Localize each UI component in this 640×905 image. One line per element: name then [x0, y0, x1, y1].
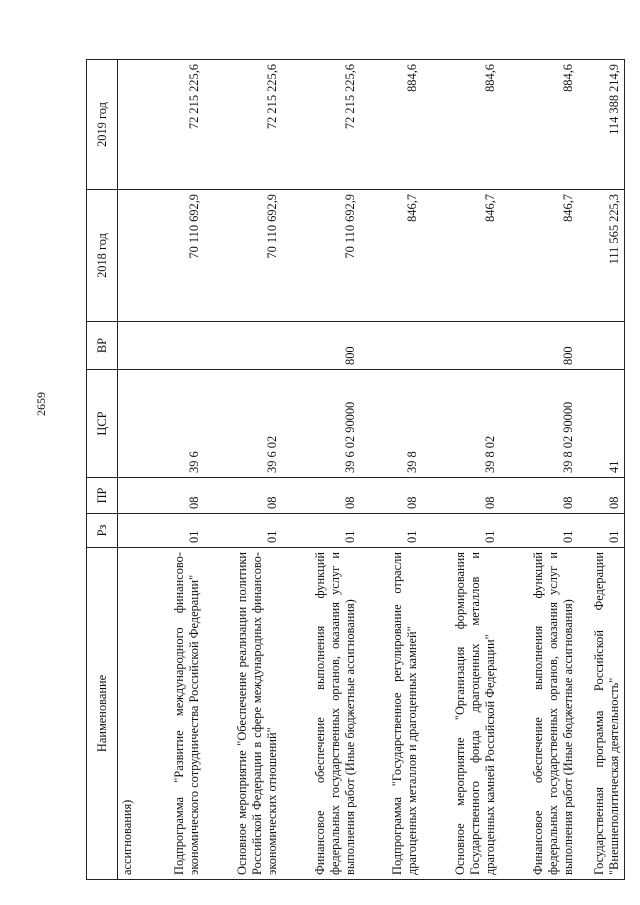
- row-csr: 41: [578, 370, 625, 478]
- row-name: Государственная программа Российской Федерации "Внешнеполитическая деятельность": [578, 548, 625, 880]
- row-csr: 39 6 02: [204, 370, 282, 478]
- row-2019: 72 215 225,6: [204, 60, 282, 190]
- row-2018: 70 110 692,9: [142, 190, 204, 322]
- header-2018: 2018 год: [87, 190, 118, 322]
- page-number: 2659: [34, 392, 48, 416]
- row-2019: 884,6: [360, 60, 422, 190]
- row-vr: [142, 322, 204, 370]
- header-pr: ПР: [87, 478, 118, 514]
- row-vr: [204, 322, 282, 370]
- row-pr: 08: [360, 478, 422, 514]
- row-pr: 08: [500, 478, 578, 514]
- row-name: Финансовое обеспечение выполнения функций федеральных государственных органов, оказания услуг и выполнения работ (Иные бюджетные ассигнования): [500, 548, 578, 880]
- row-name: Подпрограмма "Государственное регулирование отрасли драгоценных металлов и драгоценных камней": [360, 548, 422, 880]
- table-row: [578, 60, 625, 880]
- row-2019: 884,6: [500, 60, 578, 190]
- row-rz: 01: [360, 514, 422, 548]
- row-rz: 01: [282, 514, 360, 548]
- row-csr: 39 8 02 90000: [500, 370, 578, 478]
- header-rz: Рз: [87, 514, 118, 548]
- row-2019: 72 215 225,6: [142, 60, 204, 190]
- table-row: [360, 60, 422, 880]
- row-rz: 01: [422, 514, 500, 548]
- row-vr: [578, 322, 625, 370]
- row-name: Подпрограмма "Развитие международного финансово-экономического сотрудничества Российской Федерации": [142, 548, 204, 880]
- carry-over-text: ассигнования): [118, 548, 143, 880]
- row-rz: 01: [142, 514, 204, 548]
- row-pr: 08: [422, 478, 500, 514]
- header-vr: ВР: [87, 322, 118, 370]
- row-csr: 39 6 02 90000: [282, 370, 360, 478]
- rotated-table-wrapper: [86, 60, 621, 880]
- table-header-row: [87, 60, 118, 880]
- row-2018: 846,7: [500, 190, 578, 322]
- budget-table: [86, 59, 625, 880]
- row-pr: 08: [578, 478, 625, 514]
- row-rz: 01: [500, 514, 578, 548]
- row-vr: [422, 322, 500, 370]
- header-csr: ЦСР: [87, 370, 118, 478]
- row-name: Основное мероприятие "Организация формирования Государственного фонда драгоценных металлов и драгоценных камней Российской Федерации": [422, 548, 500, 880]
- table-row: [422, 60, 500, 880]
- row-2018: 70 110 692,9: [282, 190, 360, 322]
- row-vr: 800: [500, 322, 578, 370]
- row-2018: 846,7: [360, 190, 422, 322]
- header-2019: 2019 год: [87, 60, 118, 190]
- row-2018: 70 110 692,9: [204, 190, 282, 322]
- row-rz: 01: [578, 514, 625, 548]
- row-pr: 08: [204, 478, 282, 514]
- row-name: Финансовое обеспечение выполнения функций федеральных государственных органов, оказания услуг и выполнения работ (Иные бюджетные ассигнования): [282, 548, 360, 880]
- table-row: [282, 60, 360, 880]
- row-rz: 01: [204, 514, 282, 548]
- table-row: [142, 60, 204, 880]
- row-2019: 884,6: [422, 60, 500, 190]
- row-vr: 800: [282, 322, 360, 370]
- row-csr: 39 8: [360, 370, 422, 478]
- row-name: Основное мероприятие "Обеспечение реализации политики Российской Федерации в сфере международных финансово-экономических отношений": [204, 548, 282, 880]
- row-csr: 39 8 02: [422, 370, 500, 478]
- table-row: [118, 60, 143, 880]
- row-2019: 114 388 214,9: [578, 60, 625, 190]
- row-2018: 111 565 225,3: [578, 190, 625, 322]
- row-pr: 08: [282, 478, 360, 514]
- row-2019: 72 215 225,6: [282, 60, 360, 190]
- table-row: [500, 60, 578, 880]
- row-pr: 08: [142, 478, 204, 514]
- table-row: [204, 60, 282, 880]
- header-name: Наименование: [87, 548, 118, 880]
- row-csr: 39 6: [142, 370, 204, 478]
- row-2018: 846,7: [422, 190, 500, 322]
- row-vr: [360, 322, 422, 370]
